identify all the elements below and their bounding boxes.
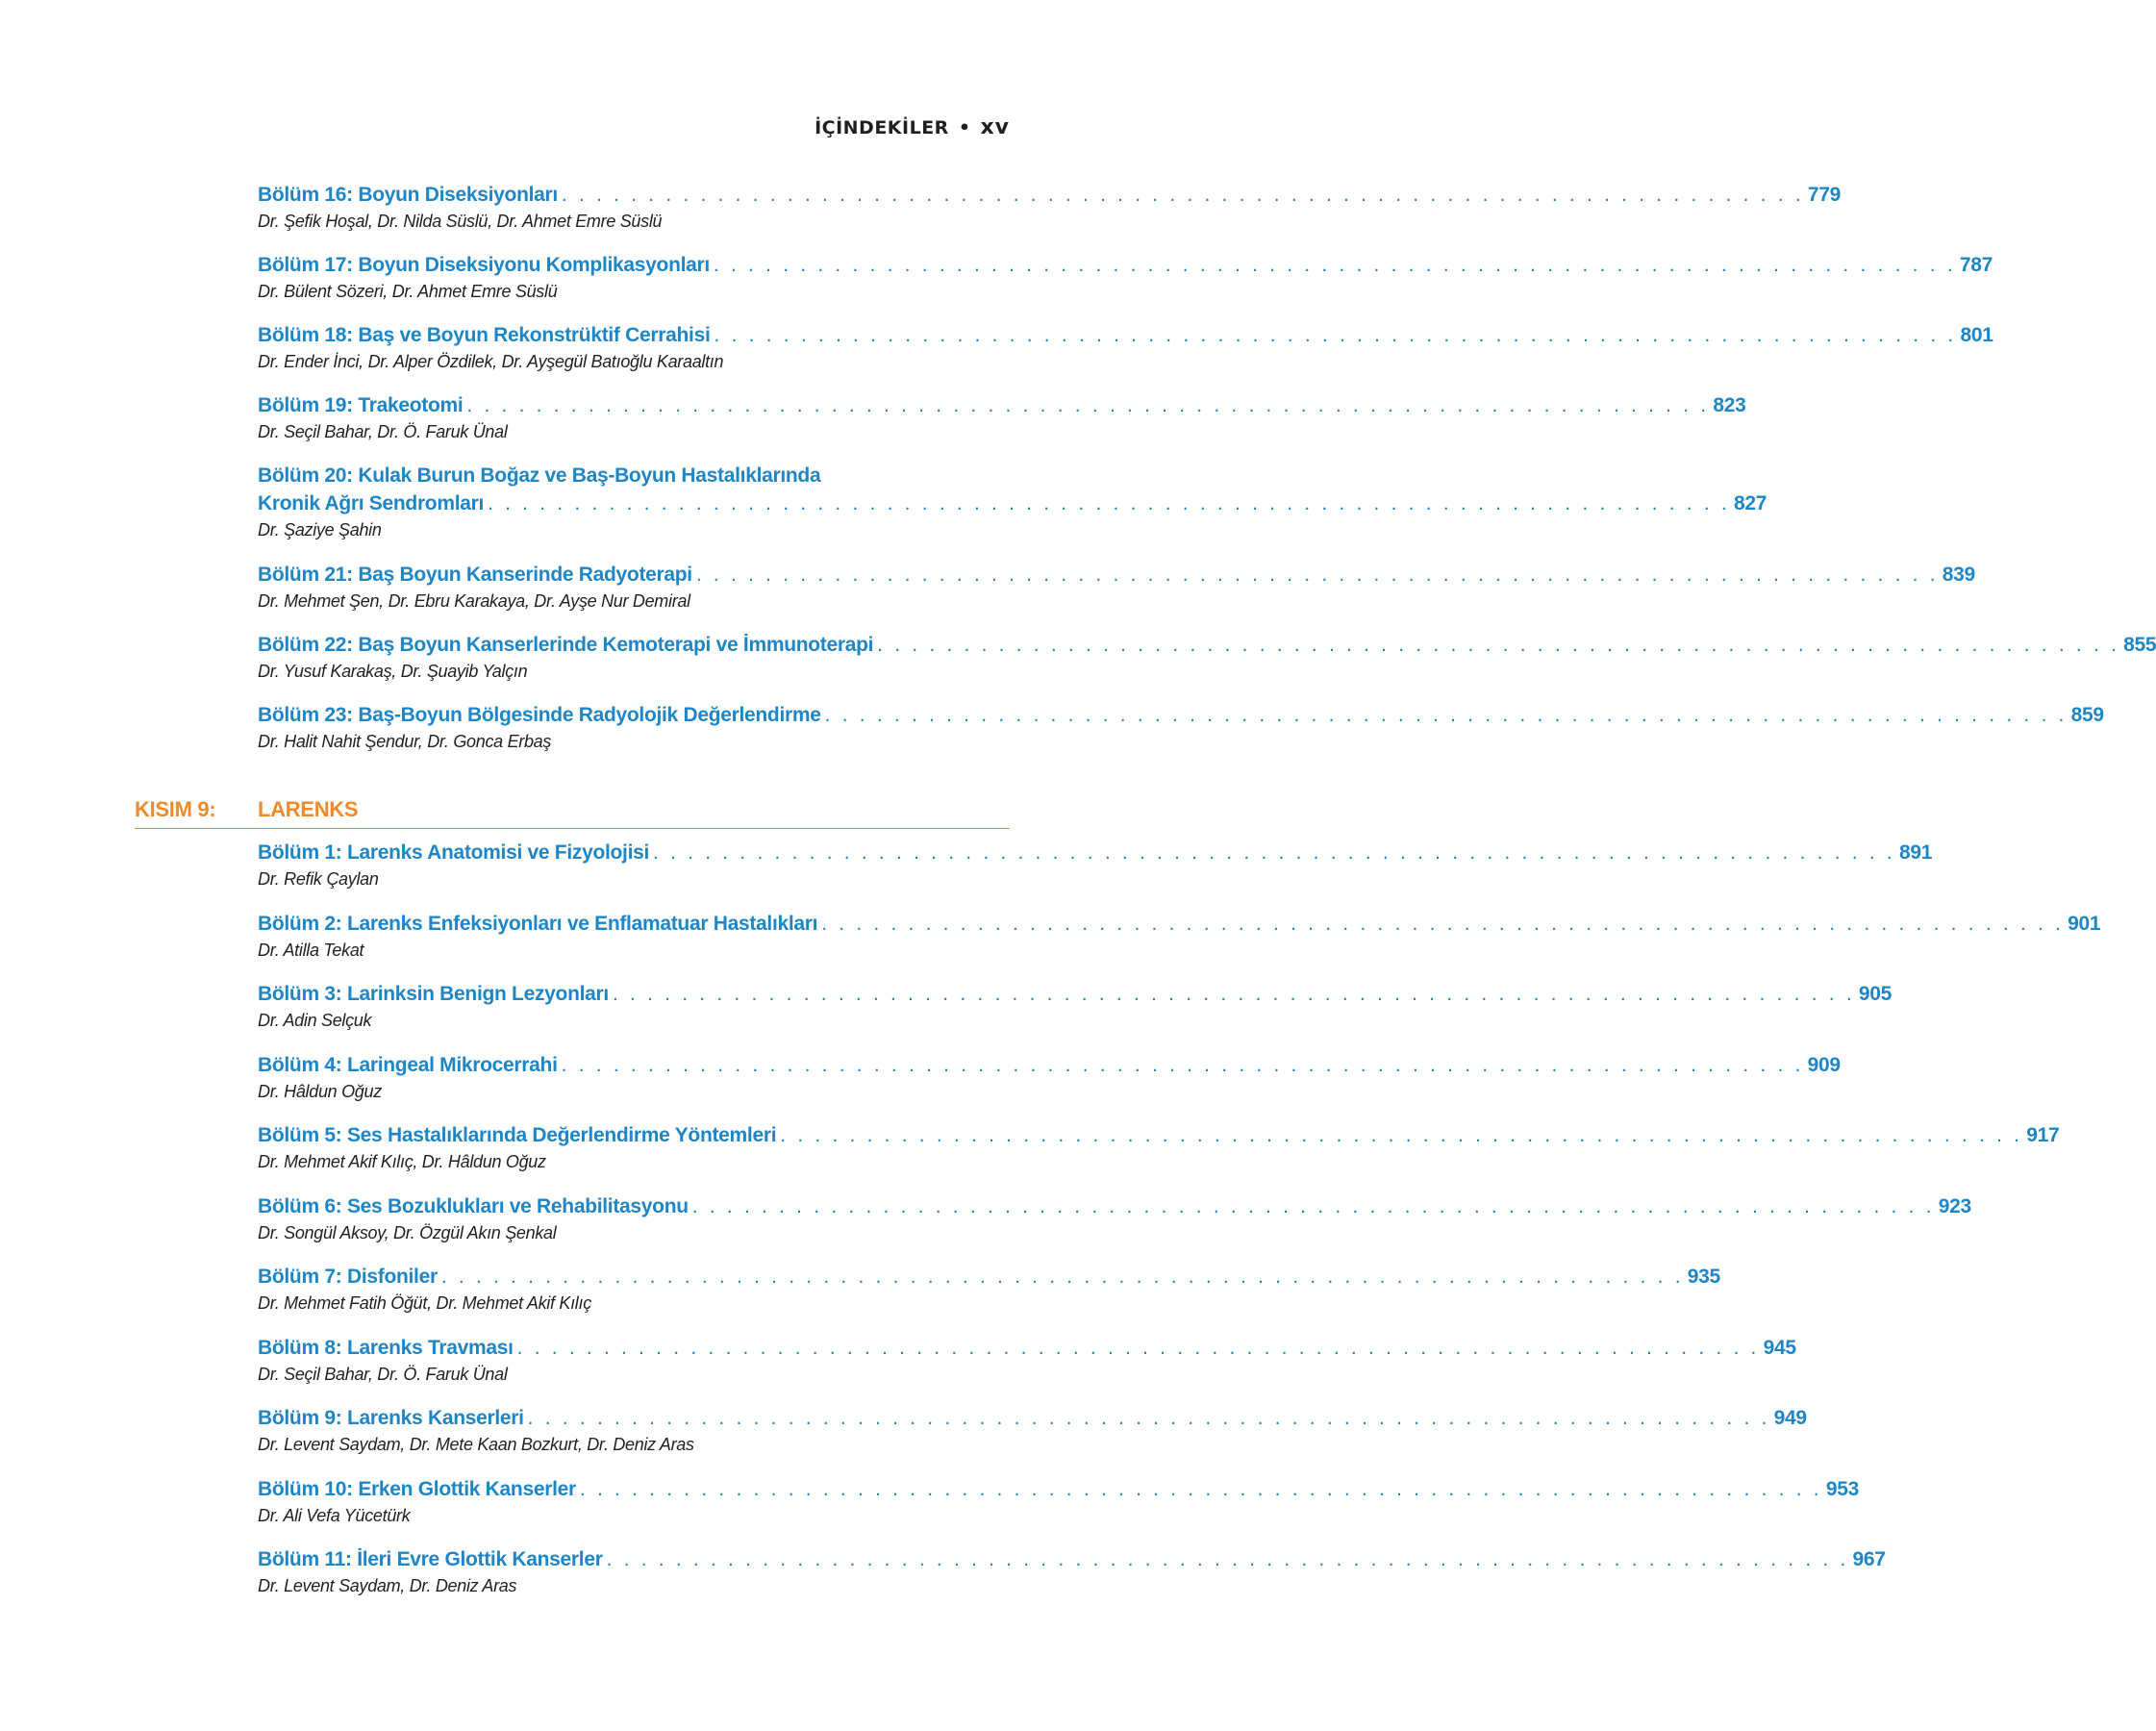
section-title: İÇİNDEKİLER	[815, 117, 949, 138]
part-heading	[135, 793, 1010, 829]
chapter-authors: Dr. Mehmet Akif Kılıç, Dr. Hâldun Oğuz	[258, 1152, 546, 1171]
chapter-title: Bölüm 7: Disfoniler	[258, 1266, 438, 1288]
chapter-page: 923	[1938, 1194, 1971, 1217]
toc-entry[interactable]	[258, 839, 1933, 910]
toc-entry[interactable]	[258, 1475, 1859, 1546]
chapter-authors: Dr. Songül Aksoy, Dr. Özgül Akın Şenkal	[258, 1222, 557, 1242]
part-label: KISIM 9:	[135, 797, 216, 821]
chapter-page: 801	[1960, 324, 1993, 346]
toc-entry[interactable]	[258, 1404, 1807, 1475]
toc-entry[interactable]	[258, 1545, 1886, 1617]
toc-entry[interactable]	[258, 631, 2156, 701]
chapter-authors: Dr. Seçil Bahar, Dr. Ö. Faruk Ünal	[258, 422, 508, 441]
chapter-authors: Dr. Atilla Tekat	[258, 940, 364, 960]
toc-entry[interactable]	[258, 181, 1841, 251]
leader-dots: . . . . . . . . . . . . . . . . . . . . . . . . . . . . . . . . . . . . . . . . . . . . . . . . . . . . . . . . . . . . . . . . . . . . . . . .	[824, 704, 2068, 726]
chapter-page: 827	[1733, 492, 1767, 514]
chapter-title: Bölüm 21: Baş Boyun Kanserinde Radyoterapi	[258, 564, 692, 586]
leader-dots: . . . . . . . . . . . . . . . . . . . . . . . . . . . . . . . . . . . . . . . . . . . . . . . . . . . . . . . . . . . . . . . . . . . . . . . .	[780, 1124, 2023, 1146]
chapter-title: Bölüm 11: İleri Evre Glottik Kanserler	[258, 1548, 603, 1570]
chapter-authors: Dr. Seçil Bahar, Dr. Ö. Faruk Ünal	[258, 1364, 508, 1384]
chapter-page: 905	[1858, 983, 1893, 1005]
page-number: xv	[980, 115, 1010, 139]
toc-entry[interactable]	[258, 321, 1993, 391]
chapter-page: 909	[1807, 1053, 1841, 1076]
leader-dots: . . . . . . . . . . . . . . . . . . . . . . . . . . . . . . . . . . . . . . . . . . . . . . . . . . . . . . . . . . . . . . . . . . . . . . . .	[691, 1194, 1935, 1217]
chapter-title: Bölüm 9: Larenks Kanserleri	[258, 1407, 524, 1429]
chapter-authors: Dr. Levent Saydam, Dr. Deniz Aras	[258, 1576, 517, 1595]
header-bullet: •	[958, 117, 971, 138]
toc-entry[interactable]	[258, 1121, 2060, 1192]
chapter-page: 901	[2068, 912, 2101, 935]
toc-entry[interactable]	[258, 561, 1975, 631]
chapter-title: Bölüm 17: Boyun Diseksiyonu Komplikasyonları	[258, 254, 710, 276]
toc-entry[interactable]	[258, 251, 1993, 321]
chapter-title: Bölüm 16: Boyun Diseksiyonları	[258, 184, 558, 206]
leader-dots: . . . . . . . . . . . . . . . . . . . . . . . . . . . . . . . . . . . . . . . . . . . . . . . . . . . . . . . . . . . . . . . . . . . . . . . .	[606, 1548, 1849, 1570]
chapter-authors: Dr. Şefik Hoşal, Dr. Nilda Süslü, Dr. Ahmet Emre Süslü	[258, 212, 663, 231]
toc-entry[interactable]	[258, 391, 1746, 462]
chapter-title: Bölüm 8: Larenks Travması	[258, 1336, 514, 1359]
leader-dots: . . . . . . . . . . . . . . . . . . . . . . . . . . . . . . . . . . . . . . . . . . . . . . . . . . . . . . . . . . . . . . . . . . . . . . . .	[713, 254, 1956, 276]
chapter-authors: Dr. Mehmet Fatih Öğüt, Dr. Mehmet Akif Kılıç	[258, 1293, 591, 1313]
leader-dots: . . . . . . . . . . . . . . . . . . . . . . . . . . . . . . . . . . . . . . . . . . . . . . . . . . . . . . . . . . . . . . . . . . . . . . . .	[714, 324, 1957, 346]
leader-dots: . . . . . . . . . . . . . . . . . . . . . . . . . . . . . . . . . . . . . . . . . . . . . . . . . . . . . . . . . . . . . . . . . . . . . . . .	[466, 394, 1710, 416]
leader-dots: . . . . . . . . . . . . . . . . . . . . . . . . . . . . . . . . . . . . . . . . . . . . . . . . . . . . . . . . . . . . . . . . . . . . . . . .	[561, 1053, 1804, 1076]
chapter-authors: Dr. Ali Vefa Yücetürk	[258, 1505, 411, 1525]
leader-dots: . . . . . . . . . . . . . . . . . . . . . . . . . . . . . . . . . . . . . . . . . . . . . . . . . . . . . . . . . . . . . . . . . . . . . . . .	[612, 983, 1855, 1005]
leader-dots: . . . . . . . . . . . . . . . . . . . . . . . . . . . . . . . . . . . . . . . . . . . . . . . . . . . . . . . . . . . . . . . . . . . . . . . .	[516, 1336, 1760, 1359]
leader-dots: . . . . . . . . . . . . . . . . . . . . . . . . . . . . . . . . . . . . . . . . . . . . . . . . . . . . . . . . . . . . . . . . . . . . . . . .	[821, 912, 2065, 935]
toc-entry[interactable]	[258, 1051, 1841, 1122]
leader-dots: . . . . . . . . . . . . . . . . . . . . . . . . . . . . . . . . . . . . . . . . . . . . . . . . . . . . . . . . . . . . . . . . . . . . . . . .	[488, 492, 1730, 514]
chapter-authors: Dr. Şaziye Şahin	[258, 520, 382, 539]
leader-dots: . . . . . . . . . . . . . . . . . . . . . . . . . . . . . . . . . . . . . . . . . . . . . . . . . . . . . . . . . . . . . . . . . . . . . . . .	[579, 1477, 1822, 1500]
chapter-authors: Dr. Ender İnci, Dr. Alper Özdilek, Dr. Ayşegül Batıoğlu Karaaltın	[258, 352, 724, 371]
toc-entry[interactable]	[258, 1334, 1796, 1405]
chapter-title: Bölüm 22: Baş Boyun Kanserlerinde Kemoterapi ve İmmunoterapi	[258, 634, 874, 656]
toc-entry[interactable]	[258, 980, 1893, 1051]
leader-dots: . . . . . . . . . . . . . . . . . . . . . . . . . . . . . . . . . . . . . . . . . . . . . . . . . . . . . . . . . . . . . . . . . . . . . . . .	[440, 1266, 1684, 1288]
chapter-title: Bölüm 10: Erken Glottik Kanserler	[258, 1477, 576, 1500]
leader-dots: . . . . . . . . . . . . . . . . . . . . . . . . . . . . . . . . . . . . . . . . . . . . . . . . . . . . . . . . . . . . . . . . . . . . . . . .	[561, 184, 1804, 206]
chapter-authors: Dr. Bülent Sözeri, Dr. Ahmet Emre Süslü	[258, 282, 558, 301]
chapter-title: Bölüm 1: Larenks Anatomisi ve Fizyolojisi	[258, 841, 650, 864]
chapter-authors: Dr. Levent Saydam, Dr. Mete Kaan Bozkurt, Dr. Deniz Aras	[258, 1435, 694, 1454]
chapter-title: Bölüm 2: Larenks Enfeksiyonları ve Enflamatuar Hastalıkları	[258, 912, 818, 935]
chapter-title-line1: Bölüm 20: Kulak Burun Boğaz ve Baş-Boyun Hastalıklarında	[258, 464, 821, 487]
chapter-title: Bölüm 23: Baş-Boyun Bölgesinde Radyolojik Değerlendirme	[258, 704, 821, 726]
chapter-title: Bölüm 18: Baş ve Boyun Rekonstrüktif Cerrahisi	[258, 324, 711, 346]
chapter-title: Kronik Ağrı Sendromları	[258, 492, 485, 514]
chapter-authors: Dr. Mehmet Şen, Dr. Ebru Karakaya, Dr. Ayşe Nur Demiral	[258, 591, 690, 611]
leader-dots: . . . . . . . . . . . . . . . . . . . . . . . . . . . . . . . . . . . . . . . . . . . . . . . . . . . . . . . . . . . . . . . . . . . . . . . .	[877, 634, 2120, 656]
chapter-page: 953	[1825, 1477, 1859, 1500]
chapter-title: Bölüm 19: Trakeotomi	[258, 394, 464, 416]
chapter-page: 855	[2123, 634, 2156, 656]
chapter-page: 967	[1852, 1548, 1886, 1570]
toc-larenks-list	[258, 839, 2101, 1617]
toc-entry[interactable]	[258, 462, 1767, 561]
chapter-page: 839	[1942, 564, 1975, 586]
leader-dots: . . . . . . . . . . . . . . . . . . . . . . . . . . . . . . . . . . . . . . . . . . . . . . . . . . . . . . . . . . . . . . . . . . . . . . . .	[527, 1407, 1770, 1429]
chapter-page: 787	[1959, 254, 1993, 276]
chapter-title: Bölüm 3: Larinksin Benign Lezyonları	[258, 983, 609, 1005]
chapter-authors: Dr. Adin Selçuk	[258, 1011, 372, 1030]
chapter-page: 949	[1773, 1407, 1807, 1429]
chapter-title: Bölüm 5: Ses Hastalıklarında Değerlendirme Yöntemleri	[258, 1124, 777, 1146]
leader-dots: . . . . . . . . . . . . . . . . . . . . . . . . . . . . . . . . . . . . . . . . . . . . . . . . . . . . . . . . . . . . . . . . . . . . . . . .	[653, 841, 1895, 864]
chapter-authors: Dr. Yusuf Karakaş, Dr. Şuayib Yalçın	[258, 662, 528, 681]
chapter-page: 859	[2070, 704, 2104, 726]
toc-entry[interactable]	[258, 910, 2101, 981]
leader-dots: . . . . . . . . . . . . . . . . . . . . . . . . . . . . . . . . . . . . . . . . . . . . . . . . . . . . . . . . . . . . . . . . . . . . . . . .	[695, 564, 1939, 586]
toc-top-list	[258, 181, 2156, 771]
chapter-page: 935	[1687, 1266, 1720, 1288]
chapter-page: 823	[1713, 394, 1746, 416]
chapter-authors: Dr. Hâldun Oğuz	[258, 1081, 382, 1101]
chapter-authors: Dr. Refik Çaylan	[258, 869, 379, 889]
running-header	[815, 115, 1010, 139]
chapter-authors: Dr. Halit Nahit Şendur, Dr. Gonca Erbaş	[258, 732, 552, 751]
chapter-page: 779	[1807, 184, 1841, 206]
toc-entry[interactable]	[258, 701, 2104, 771]
chapter-page: 891	[1898, 841, 1933, 864]
chapter-page: 917	[2026, 1124, 2060, 1146]
chapter-page: 945	[1763, 1336, 1796, 1359]
chapter-title: Bölüm 4: Laringeal Mikrocerrahi	[258, 1053, 558, 1076]
toc-entry[interactable]	[258, 1192, 1971, 1264]
part-title: LARENKS	[258, 797, 359, 821]
chapter-title: Bölüm 6: Ses Bozuklukları ve Rehabilitasyonu	[258, 1194, 689, 1217]
toc-entry[interactable]	[258, 1263, 1720, 1334]
